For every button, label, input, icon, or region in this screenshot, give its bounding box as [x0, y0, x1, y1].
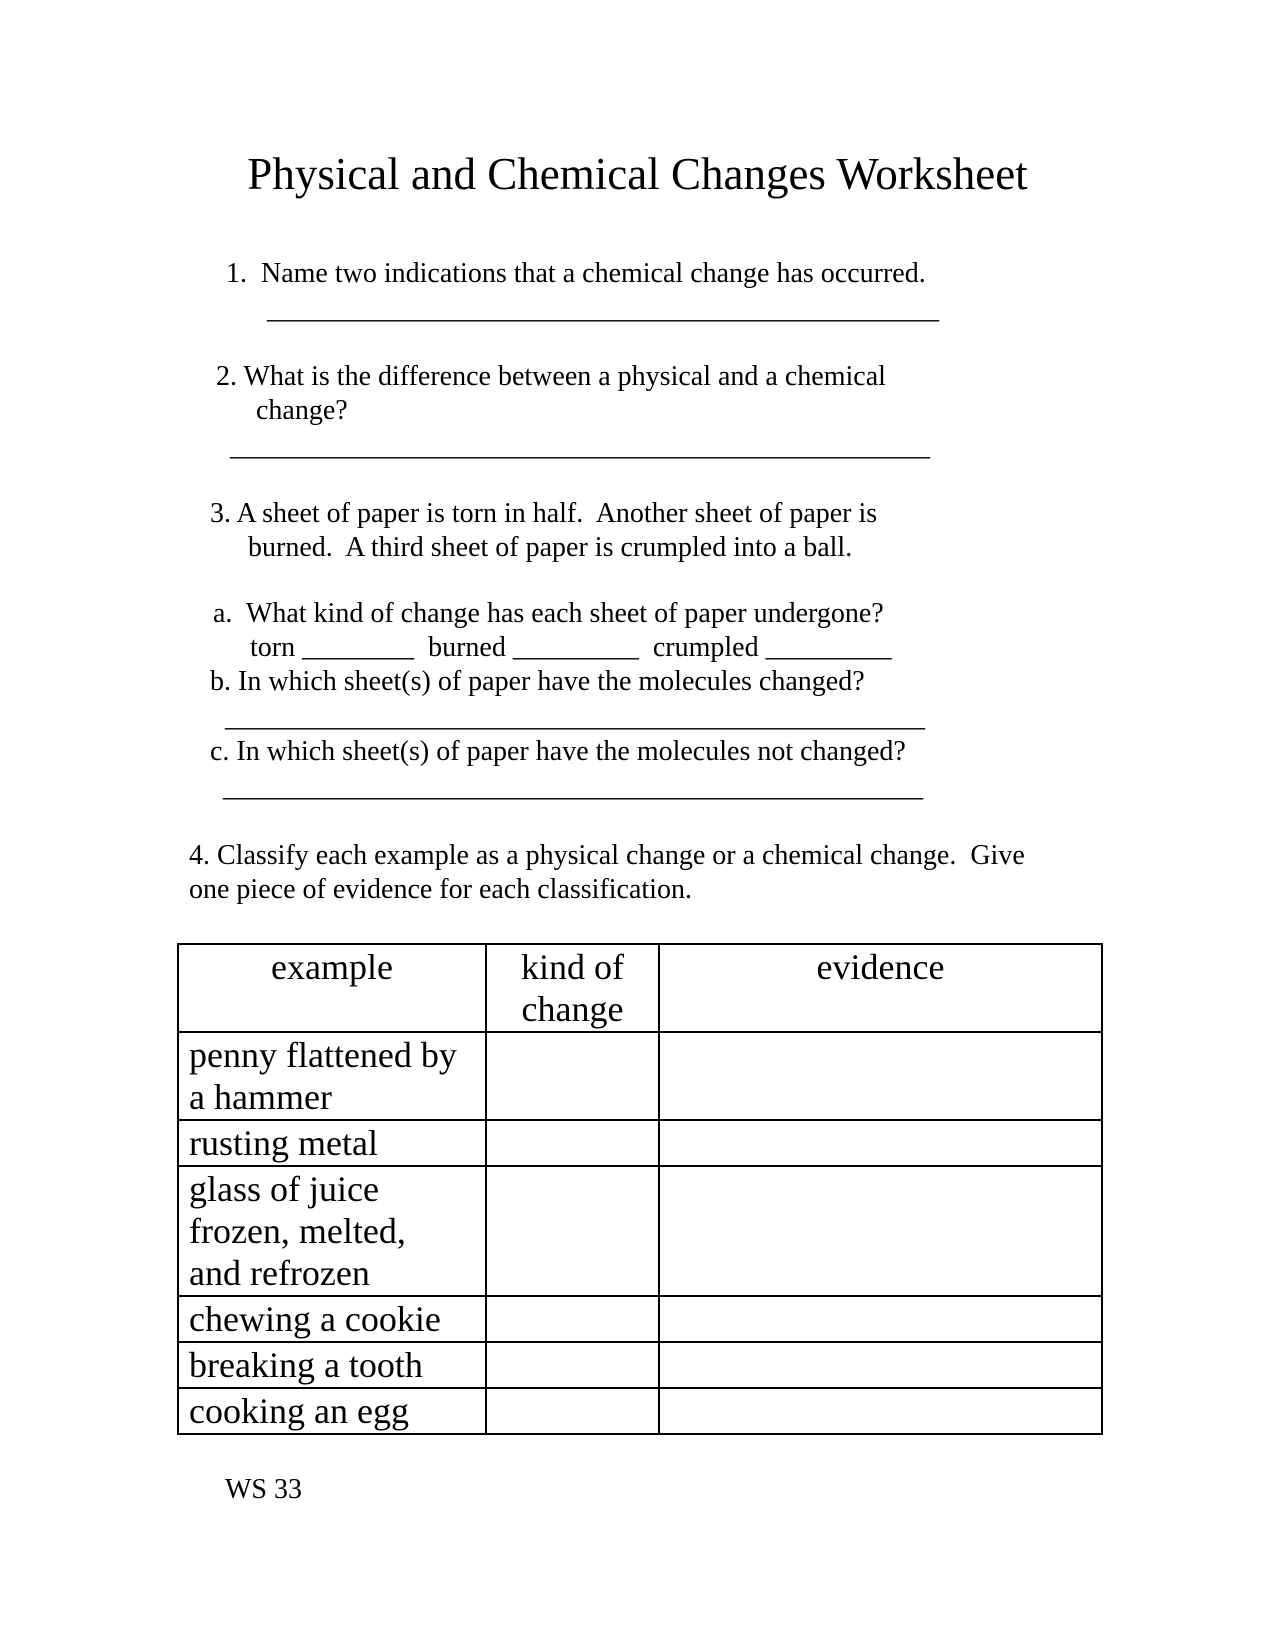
table-row — [178, 1296, 1102, 1342]
cell-example: chewing a cookie — [178, 1296, 486, 1342]
question-3b — [210, 665, 1275, 735]
question-3b-answer-blank: __________________________________________________ — [225, 702, 925, 733]
table-header-evidence: evidence — [659, 944, 1102, 1032]
cell-example: cooking an egg — [178, 1388, 486, 1434]
question-3a — [213, 597, 1275, 665]
question-3b-text: b. In which sheet(s) of paper have the molecules changed? — [210, 666, 865, 697]
table-row — [178, 1032, 1102, 1120]
question-3a-fill-in-line: torn ________ burned _________ crumpled _________ — [250, 632, 892, 663]
question-4 — [189, 839, 1275, 907]
cell-evidence — [659, 1342, 1102, 1388]
table-header-example: example — [178, 944, 486, 1032]
cell-example: breaking a tooth — [178, 1342, 486, 1388]
cell-kind-of-change — [486, 1342, 659, 1388]
cell-evidence — [659, 1388, 1102, 1434]
question-3 — [210, 497, 1275, 565]
question-3-line-1: 3. A sheet of paper is torn in half. Another sheet of paper is — [210, 498, 878, 529]
cell-evidence — [659, 1296, 1102, 1342]
question-1 — [226, 257, 1275, 327]
cell-kind-of-change — [486, 1120, 659, 1166]
question-1-text: 1. Name two indications that a chemical change has occurred. — [226, 258, 926, 289]
cell-evidence — [659, 1032, 1102, 1120]
question-4-line-2: one piece of evidence for each classification. — [189, 874, 692, 905]
page-title: Physical and Chemical Changes Worksheet — [247, 149, 1028, 199]
question-4-line-1: 4. Classify each example as a physical change or a chemical change. Give — [189, 840, 1025, 871]
cell-kind-of-change — [486, 1296, 659, 1342]
question-2 — [216, 360, 1275, 464]
table-header-row — [178, 944, 1102, 1032]
table-row — [178, 1388, 1102, 1434]
question-3a-text: a. What kind of change has each sheet of paper undergone? — [213, 598, 884, 629]
classification-table — [177, 943, 1103, 1435]
cell-kind-of-change — [486, 1388, 659, 1434]
question-2-line-2: change? — [256, 395, 348, 426]
table-row — [178, 1166, 1102, 1296]
table-row — [178, 1342, 1102, 1388]
question-1-answer-blank: ________________________________________________ — [267, 294, 939, 325]
cell-example: rusting metal — [178, 1120, 486, 1166]
table-row — [178, 1120, 1102, 1166]
cell-evidence — [659, 1166, 1102, 1296]
question-2-answer-blank: __________________________________________________ — [230, 431, 930, 462]
worksheet-code: WS 33 — [225, 1474, 302, 1505]
cell-kind-of-change — [486, 1032, 659, 1120]
table-header-kind-of-change: kind of change — [486, 944, 659, 1032]
cell-example: penny flattened by a hammer — [178, 1032, 486, 1120]
cell-kind-of-change — [486, 1166, 659, 1296]
cell-example: glass of juice frozen, melted, and refrozen — [178, 1166, 486, 1296]
question-3c — [210, 735, 1275, 805]
question-3c-answer-blank: __________________________________________________ — [223, 772, 923, 803]
cell-evidence — [659, 1120, 1102, 1166]
question-3-line-2: burned. A third sheet of paper is crumpled into a ball. — [248, 532, 853, 563]
question-2-line-1: 2. What is the difference between a physical and a chemical — [216, 361, 886, 392]
question-3c-text: c. In which sheet(s) of paper have the molecules not changed? — [210, 736, 906, 767]
